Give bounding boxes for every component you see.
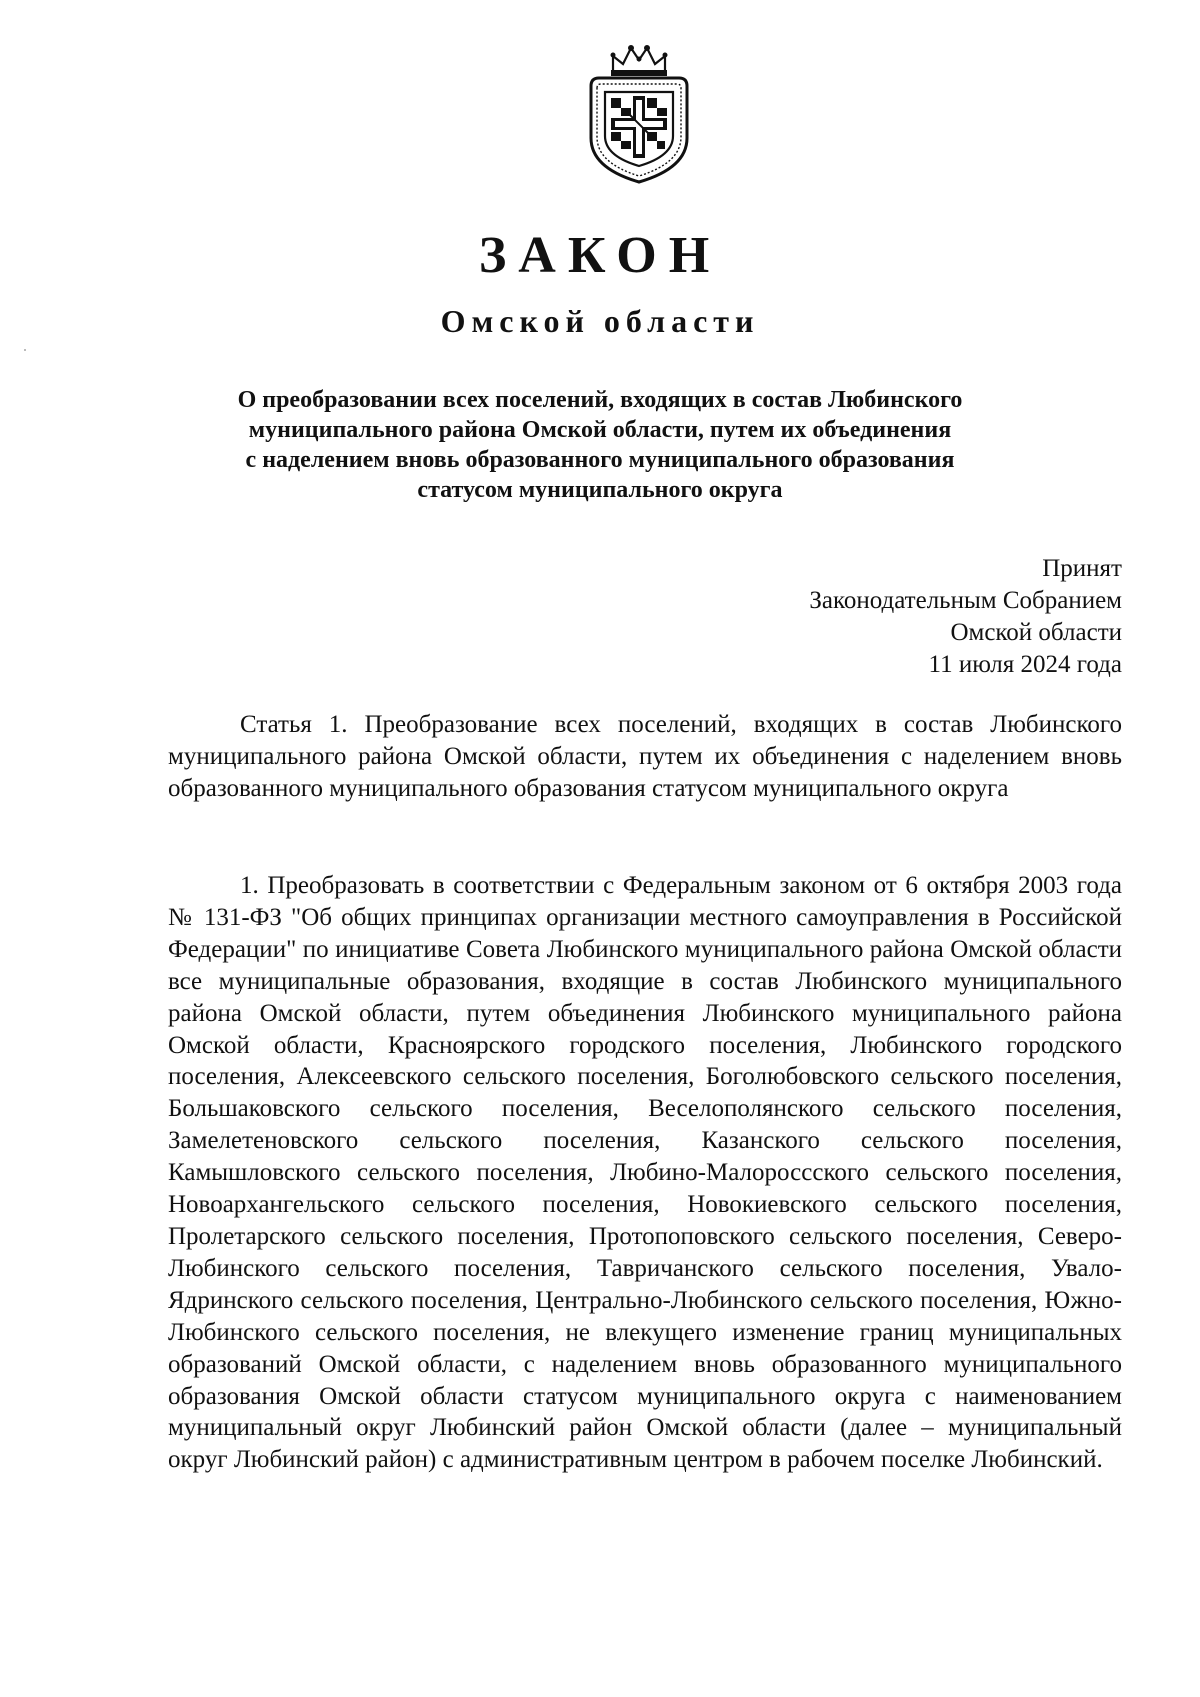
law-name-line: статусом муниципального округа (417, 477, 783, 503)
law-name-line: муниципального района Омской области, путем их объединения (248, 417, 952, 443)
coat-of-arms-icon (583, 42, 695, 184)
adoption-line: Законодательным Собранием (809, 587, 1122, 614)
article-paragraph-1: 1. Преобразовать в соответствии с Федеральным законом от 6 октября 2003 года № 131-ФЗ "Об общих принципах организации местного самоуправления в Российской Федерации" по инициативе Совета Любинского муниципального района Омской области все муниципальные образования, входящие в состав Любинского муниципального района Омской области, путем объединения Любинского муниципального района Омской области, Красноярского городского поселения, Любинского городского поселения, Алексеевского сельского поселения, Боголюбовского сельского поселения, Большаковского сельского поселения, Веселополянского сельского поселения, Замелетеновского сельского поселения, Казанского сельского поселения, Камышловского сельского поселения, Любино-Малороссского сельского поселения, Новоархангельского сельского поселения, Новокиевского сельского поселения, Пролетарского сельского поселения, Протопоповского сельского поселения, Северо-Любинского сельского поселения, Тавричанского сельского поселения, Увало-Ядринского сельского поселения, Центрально-Любинского сельского поселения, Южно-Любинского сельского поселения, не влекущего изменение границ муниципальных образований Омской области, с наделением вновь образованного муниципального образования Омской области статусом муниципального округа с наименованием муниципальный округ Любинский район Омской области (далее – муниципальный округ Любинский район) с административным центром в рабочем поселке Любинский. (168, 872, 1122, 1474)
adoption-block (680, 553, 1122, 681)
adoption-line: Омской области (950, 619, 1122, 646)
law-name-line: О преобразовании всех поселений, входящих в состав Любинского (237, 387, 963, 413)
adoption-line: Принят (1042, 555, 1122, 582)
document-subtitle: Омской области (440, 303, 760, 339)
document-title: ЗАКОН (478, 227, 722, 284)
law-name-line: с наделением вновь образованного муниципального образования (245, 447, 955, 473)
scan-speck (24, 349, 26, 351)
article-heading: Статья 1. Преобразование всех поселений, входящих в состав Любинского муниципального района Омской области, путем их объединения с наделением вновь образованного муниципального образования статусом муниципального округа (168, 711, 1122, 802)
law-name (170, 385, 1030, 505)
adoption-date: 11 июля 2024 года (928, 651, 1122, 678)
